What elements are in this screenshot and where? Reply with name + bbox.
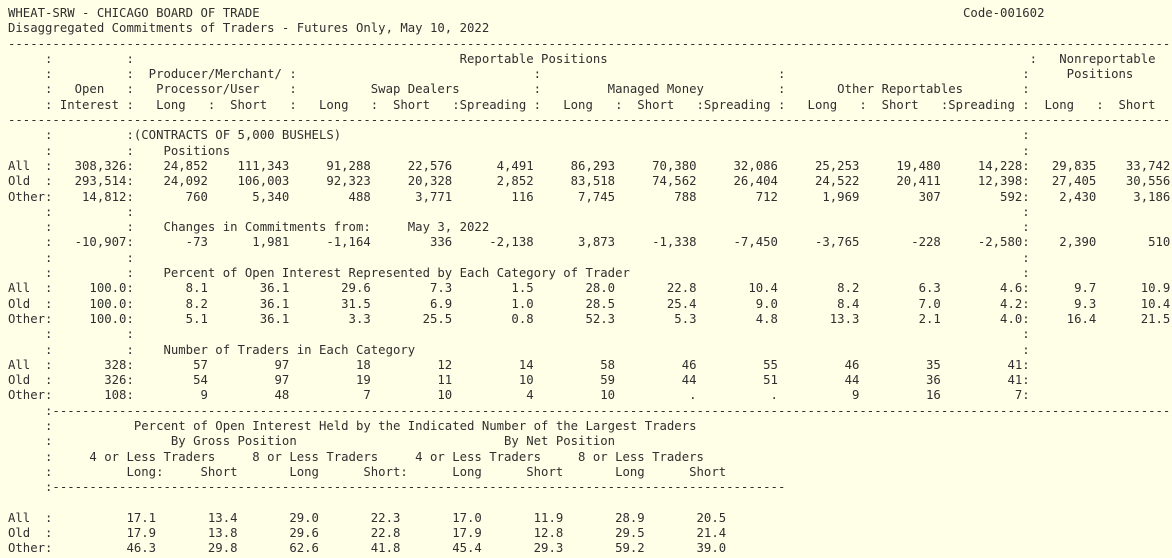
horizontal-rule: :--------------------------------------------------------------------------------------------------- <box>8 480 786 495</box>
largest-traders-row-old: Old : 17.9 13.8 29.6 22.8 17.9 12.8 29.5 21.4 <box>8 526 727 541</box>
horizontal-rule: ------------------------------------------------------------------------------------------------------------------------------------------------------------- <box>8 36 1171 51</box>
changes-section-title: : : Changes in Commitments from: May 3, 2022 : <box>8 220 1030 235</box>
report-subtitle-line: Disaggregated Commitments of Traders - Futures Only, May 10, 2022 <box>8 21 490 36</box>
largest-traders-row-all: All : 17.1 13.4 29.0 22.3 17.0 11.9 28.9 20.5 <box>8 510 727 525</box>
percent-oi-row-other: Other: 100.0: 5.1 36.1 3.3 25.5 0.8 52.3 5.3 4.8 13.3 2.1 4.0: 16.4 21.5 <box>8 311 1171 326</box>
header-category-row: : Open : Processor/User : Swap Dealers : Managed Money : Other Reportables : <box>8 82 1030 97</box>
spacer-row: : : : <box>8 250 1030 265</box>
changes-row: : -10,907: -73 1,981 -1,164 336 -2,138 3,873 -1,338 -7,450 -3,765 -228 -2,580: 2,390 510 <box>8 235 1171 250</box>
percent-oi-row-all: All : 100.0: 8.1 36.1 29.6 7.3 1.5 28.0 22.8 10.4 8.2 6.3 4.6: 9.7 10.9 <box>8 281 1171 296</box>
largest-traders-column-header: : Long: Short Long Short: Long Short Long Short <box>8 464 727 479</box>
spacer-row: : : : <box>8 327 1030 342</box>
positions-section-title: : : Positions : <box>8 143 1030 158</box>
header-reportable-positions-row: : : Reportable Positions : Nonreportable <box>8 51 1156 66</box>
header-group-row: : : Producer/Merchant/ : : : : Positions <box>8 67 1134 82</box>
horizontal-rule: ------------------------------------------------------------------------------------------------------------------------------------------------------------- <box>8 113 1171 128</box>
report-title-line: WHEAT-SRW - CHICAGO BOARD OF TRADE Code-001602 <box>8 6 1045 20</box>
positions-row-other: Other: 14,812: 760 5,340 488 3,771 116 7,745 788 712 1,969 307 592: 2,430 3,186 <box>8 189 1171 204</box>
header-long-short-row: : Interest : Long : Short : Long : Short :Spreading : Long : Short :Spreading : Long : Short :Spreading : Long : Short <box>8 97 1171 112</box>
trader-count-row-other: Other: 108: 9 48 7 10 4 10 . . 9 16 7: <box>8 388 1030 403</box>
positions-row-old: Old : 293,514: 24,092 106,003 92,323 20,328 2,852 83,518 74,562 26,404 24,522 20,411 12,398: 27,405 30,556 <box>8 174 1171 189</box>
percent-oi-section-title: : : Percent of Open Interest Represented by Each Category of Trader : <box>8 266 1030 281</box>
largest-traders-row-other: Other: 46.3 29.8 62.6 41.8 45.4 29.3 59.2 39.0 <box>8 541 727 556</box>
trader-count-row-all: All : 328: 57 97 18 12 14 58 46 55 46 35 41: <box>8 357 1030 372</box>
largest-traders-group-header: : By Gross Position By Net Position <box>8 434 616 449</box>
contracts-unit-row: : :(CONTRACTS OF 5,000 BUSHELS) : <box>8 128 1030 143</box>
positions-row-all: All : 308,326: 24,852 111,343 91,288 22,576 4,491 86,293 70,380 32,086 25,253 19,480 14,228: 29,835 33,742 <box>8 158 1171 173</box>
horizontal-rule: :------------------------------------------------------------------------------------------------------------------------------------------------------- <box>8 403 1171 418</box>
percent-oi-row-old: Old : 100.0: 8.2 36.1 31.5 6.9 1.0 28.5 25.4 9.0 8.4 7.0 4.2: 9.3 10.4 <box>8 296 1171 311</box>
largest-traders-section-title: : Percent of Open Interest Held by the Indicated Number of the Largest Traders <box>8 419 697 434</box>
trader-count-section-title: : : Number of Traders in Each Category : <box>8 342 1030 357</box>
spacer-row <box>8 496 1172 511</box>
trader-count-row-old: Old : 326: 54 97 19 11 10 59 44 51 44 36 41: <box>8 373 1030 388</box>
largest-traders-subheader: : 4 or Less Traders 8 or Less Traders 4 or Less Traders 8 or Less Traders <box>8 449 704 464</box>
report-text-body <box>8 6 1172 557</box>
spacer-row: : : : <box>8 204 1030 219</box>
